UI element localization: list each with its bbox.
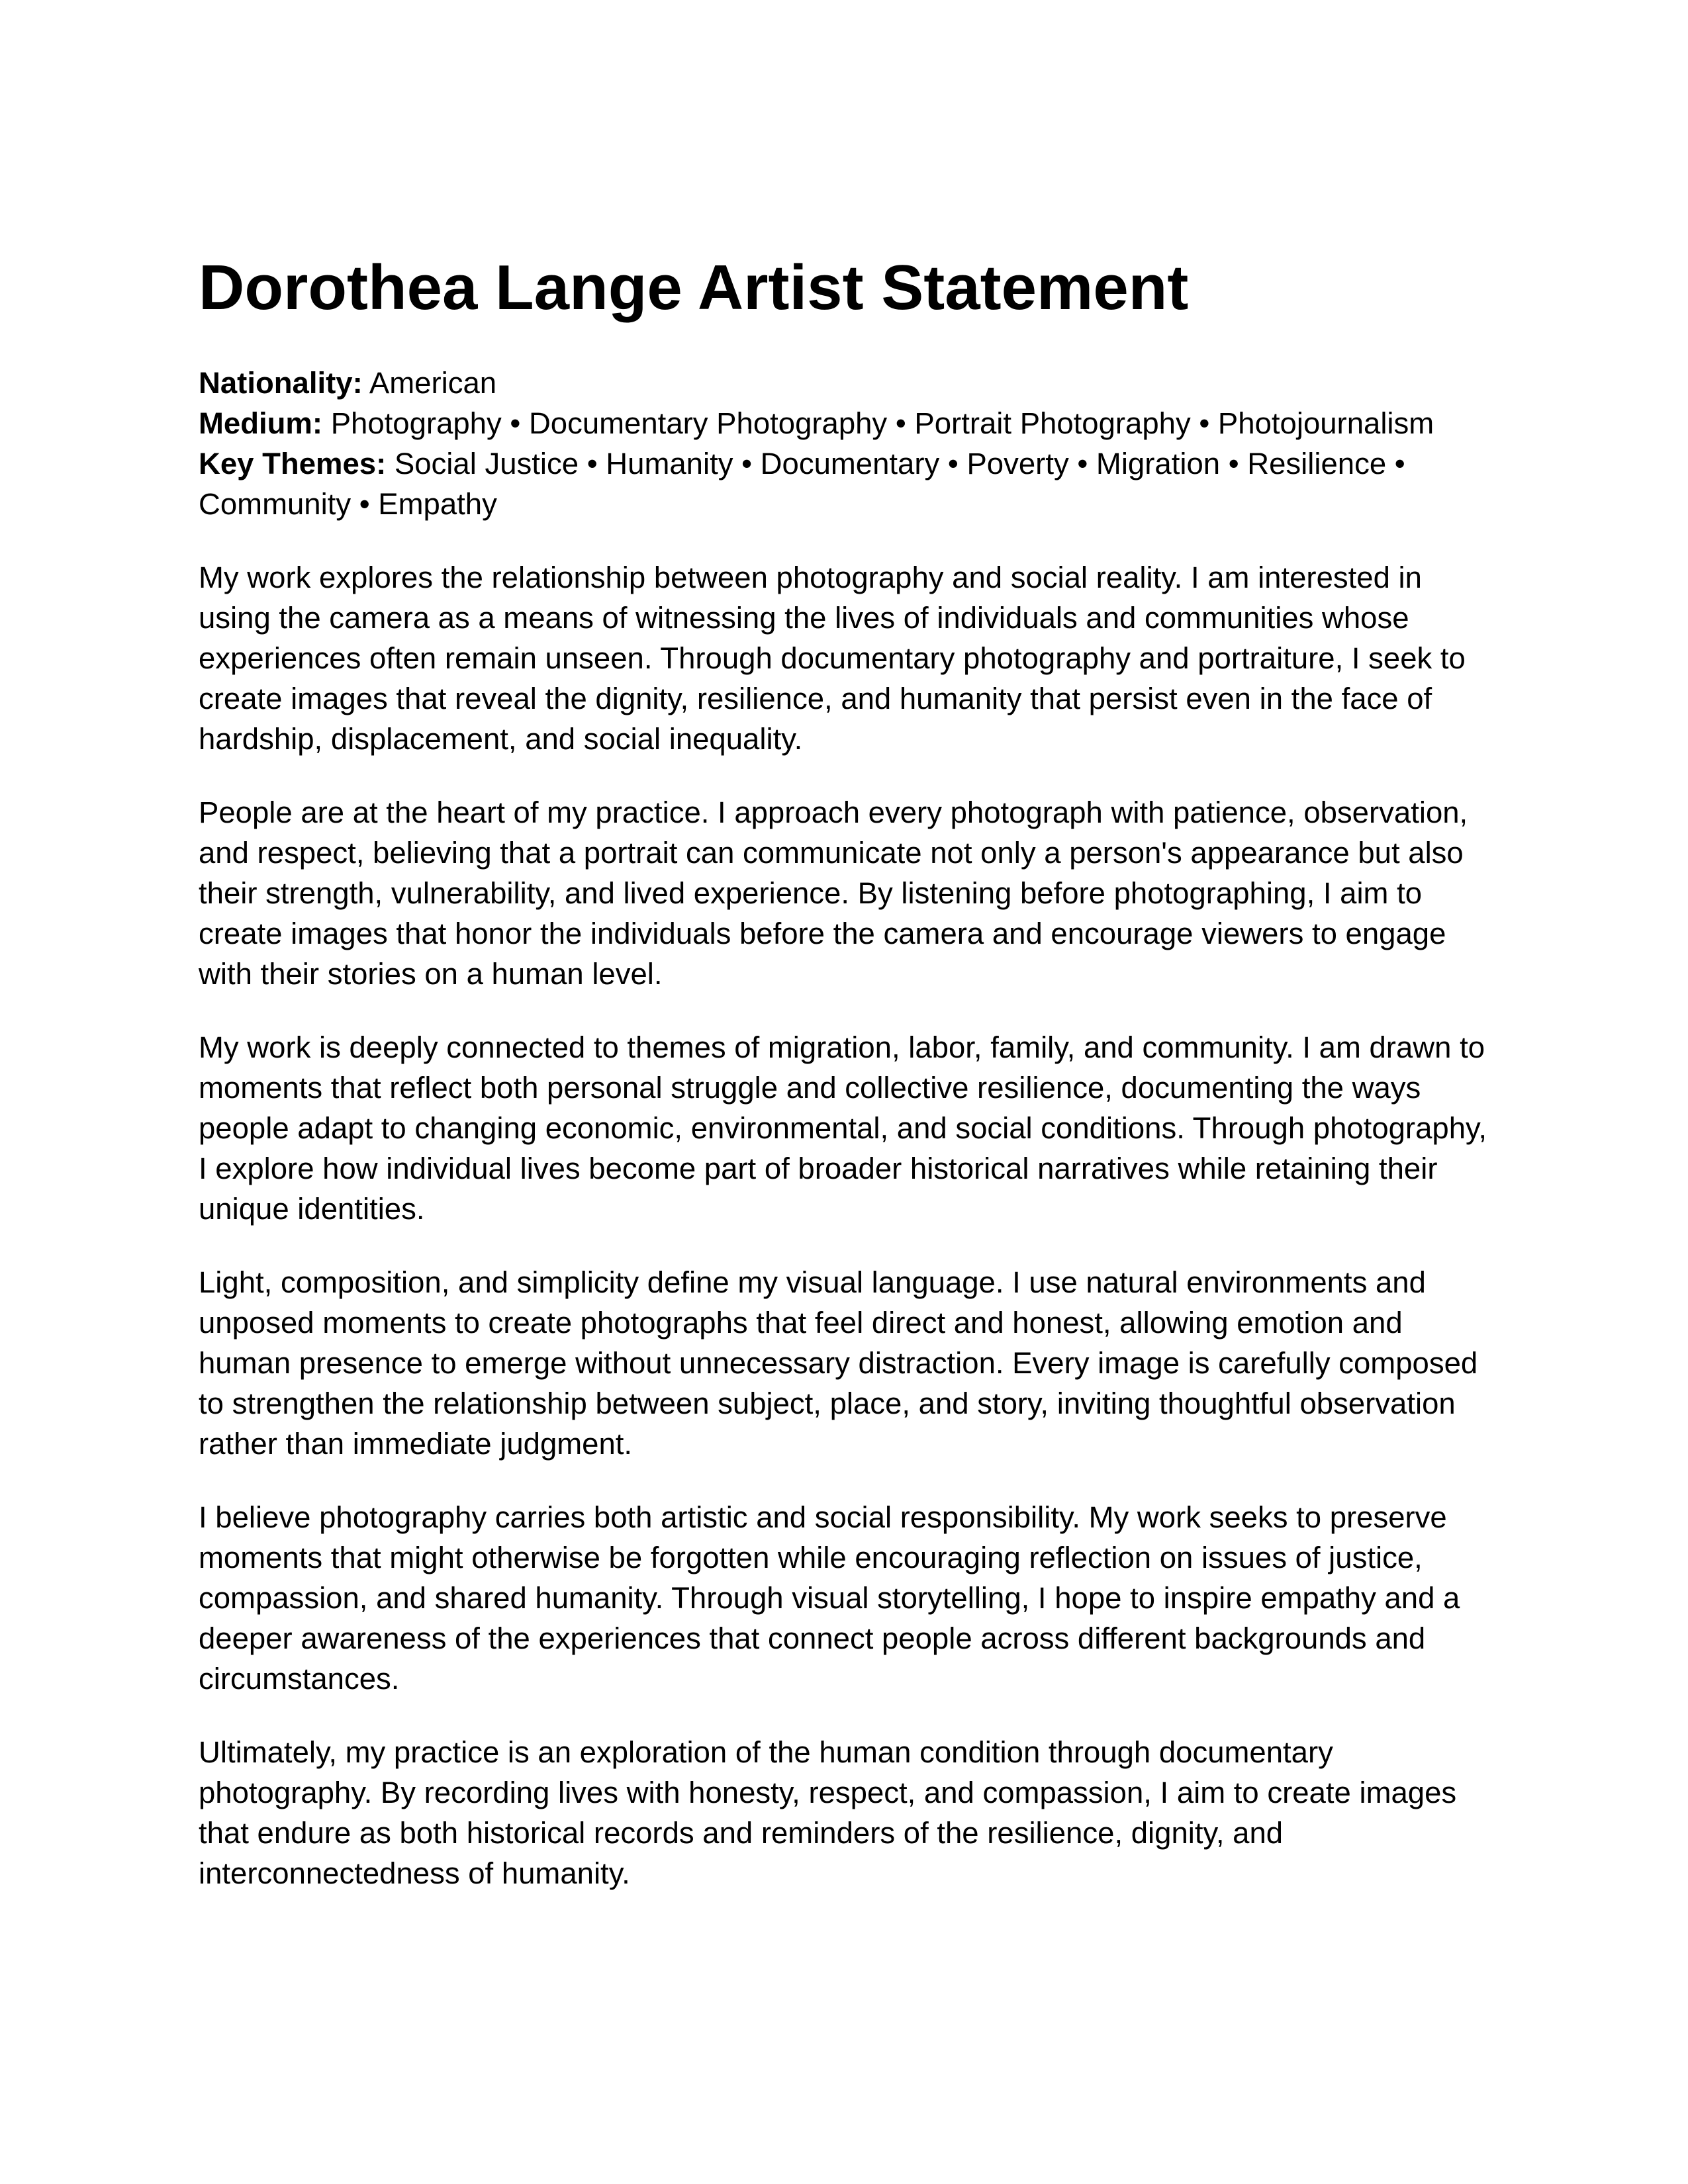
artist-meta bbox=[199, 363, 1496, 524]
medium-value: Photography • Documentary Photography • Portrait Photography • Photojournalism bbox=[330, 406, 1434, 441]
statement-paragraph: My work is deeply connected to themes of migration, labor, family, and community. I am drawn to moments that reflect both personal struggle and collective resilience, documenting the ways people adapt to changing economic, environmental, and social conditions. Through photography, I explore how individual lives become part of broader historical narratives while retaining their unique identities. bbox=[199, 1030, 1487, 1226]
document-page bbox=[199, 251, 1496, 1927]
statement-paragraph: I believe photography carries both artistic and social responsibility. My work seeks to preserve moments that might otherwise be forgotten while encouraging reflection on issues of justice, compassion, and shared humanity. Through visual storytelling, I hope to inspire empathy and a deeper awareness of the experiences that connect people across different backgrounds and circumstances. bbox=[199, 1500, 1460, 1696]
themes-line bbox=[199, 443, 1496, 524]
nationality-value: American bbox=[369, 366, 497, 400]
nationality-label: Nationality: bbox=[199, 366, 363, 400]
statement-paragraph: Light, composition, and simplicity define my visual language. I use natural environments and unposed moments to create photographs that feel direct and honest, allowing emotion and human presence to emerge without unnecessary distraction. Every image is carefully composed to strengthen the relationship between subject, place, and story, inviting thoughtful observation rather than immediate judgment. bbox=[199, 1265, 1478, 1461]
nationality-line bbox=[199, 363, 1496, 403]
statement-paragraph: Ultimately, my practice is an exploration of the human condition through documentary photography. By recording lives with honesty, respect, and compassion, I aim to create images that endure as both historical records and reminders of the resilience, dignity, and interconnectedness of humanity. bbox=[199, 1735, 1457, 1891]
page-title: Dorothea Lange Artist Statement bbox=[199, 252, 1189, 323]
medium-line bbox=[199, 403, 1496, 443]
themes-label: Key Themes: bbox=[199, 447, 387, 481]
statement-paragraph: People are at the heart of my practice. I approach every photograph with patience, observation, and respect, believing that a portrait can communicate not only a person's appearance but also their strength, vulnerability, and lived experience. By listening before photographing, I aim to create images that honor the individuals before the camera and encourage viewers to engage with their stories on a human level. bbox=[199, 796, 1468, 991]
statement-paragraph: My work explores the relationship between photography and social reality. I am interested in using the camera as a means of witnessing the lives of individuals and communities whose experiences often remain unseen. Through documentary photography and portraiture, I seek to create images that reveal the dignity, resilience, and humanity that persist even in the face of hardship, displacement, and social inequality. bbox=[199, 561, 1466, 756]
medium-label: Medium: bbox=[199, 406, 323, 441]
themes-value: Social Justice • Humanity • Documentary • Poverty • Migration • Resilience • Community • Empathy bbox=[199, 447, 1405, 522]
